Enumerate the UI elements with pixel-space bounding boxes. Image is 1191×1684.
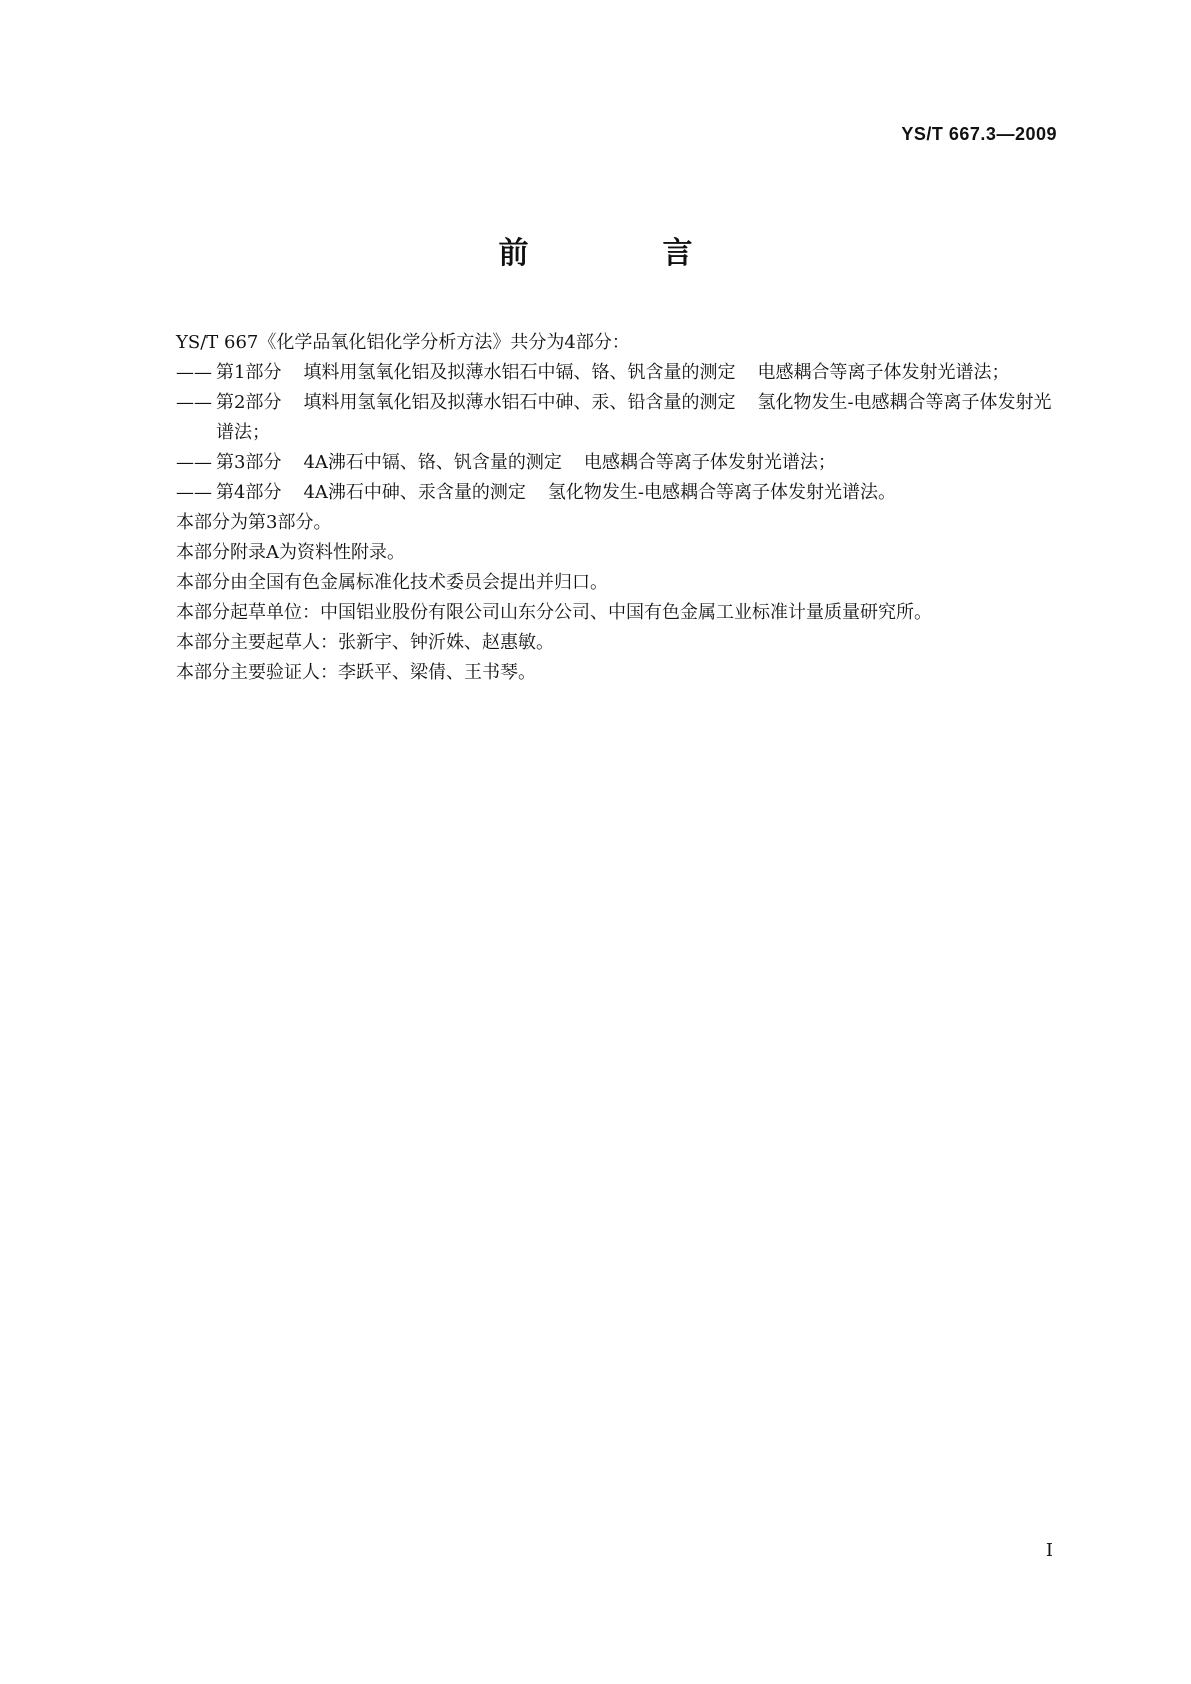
part-number: 第4部分 [216,482,282,503]
page-title: 前 言 [498,236,745,271]
part-subject: 填料用氢氧化铝及拟薄水铝石中镉、铬、钒含量的测定 [303,362,736,383]
foreword-body [176,328,1056,688]
intro-paragraph: YS/T 667《化学品氧化铝化学分析方法》共分为4部分： [176,332,630,353]
list-dash: —— [176,452,212,473]
part-number: 第3部分 [216,452,282,473]
part-method: 氢化物发生-电感耦合等离子体发射光谱法； [216,392,1052,443]
part-item [176,358,1056,388]
list-dash: —— [176,392,212,413]
part-number: 第1部分 [216,362,282,383]
part-item [176,478,1056,508]
standard-code: YS/T 667.3—2009 [901,124,1057,144]
page-number: I [1045,1540,1053,1561]
list-dash: —— [176,482,212,503]
statement-line: 本部分主要验证人：李跃平、梁倩、王书琴。 [176,662,536,683]
part-number: 第2部分 [216,392,282,413]
statement-line: 本部分由全国有色金属标准化技术委员会提出并归口。 [176,572,608,593]
statement-line: 本部分主要起草人：张新宇、钟沂姝、赵惠敏。 [176,632,554,653]
part-method: 氢化物发生-电感耦合等离子体发射光谱法。 [547,482,896,503]
statement-line: 本部分附录A为资料性附录。 [176,542,405,563]
list-dash: —— [176,362,212,383]
part-subject: 4A沸石中砷、汞含量的测定 [303,482,526,503]
part-subject: 填料用氢氧化铝及拟薄水铝石中砷、汞、铅含量的测定 [303,392,736,413]
part-item [176,448,1056,478]
statement-line: 本部分起草单位：中国铝业股份有限公司山东分公司、中国有色金属工业标准计量质量研究所。 [176,602,932,623]
part-method: 电感耦合等离子体发射光谱法； [583,452,836,473]
part-method: 电感耦合等离子体发射光谱法； [757,362,1010,383]
part-item [176,388,1056,448]
part-subject: 4A沸石中镉、铬、钒含量的测定 [303,452,562,473]
statement-line: 本部分为第3部分。 [176,512,332,533]
